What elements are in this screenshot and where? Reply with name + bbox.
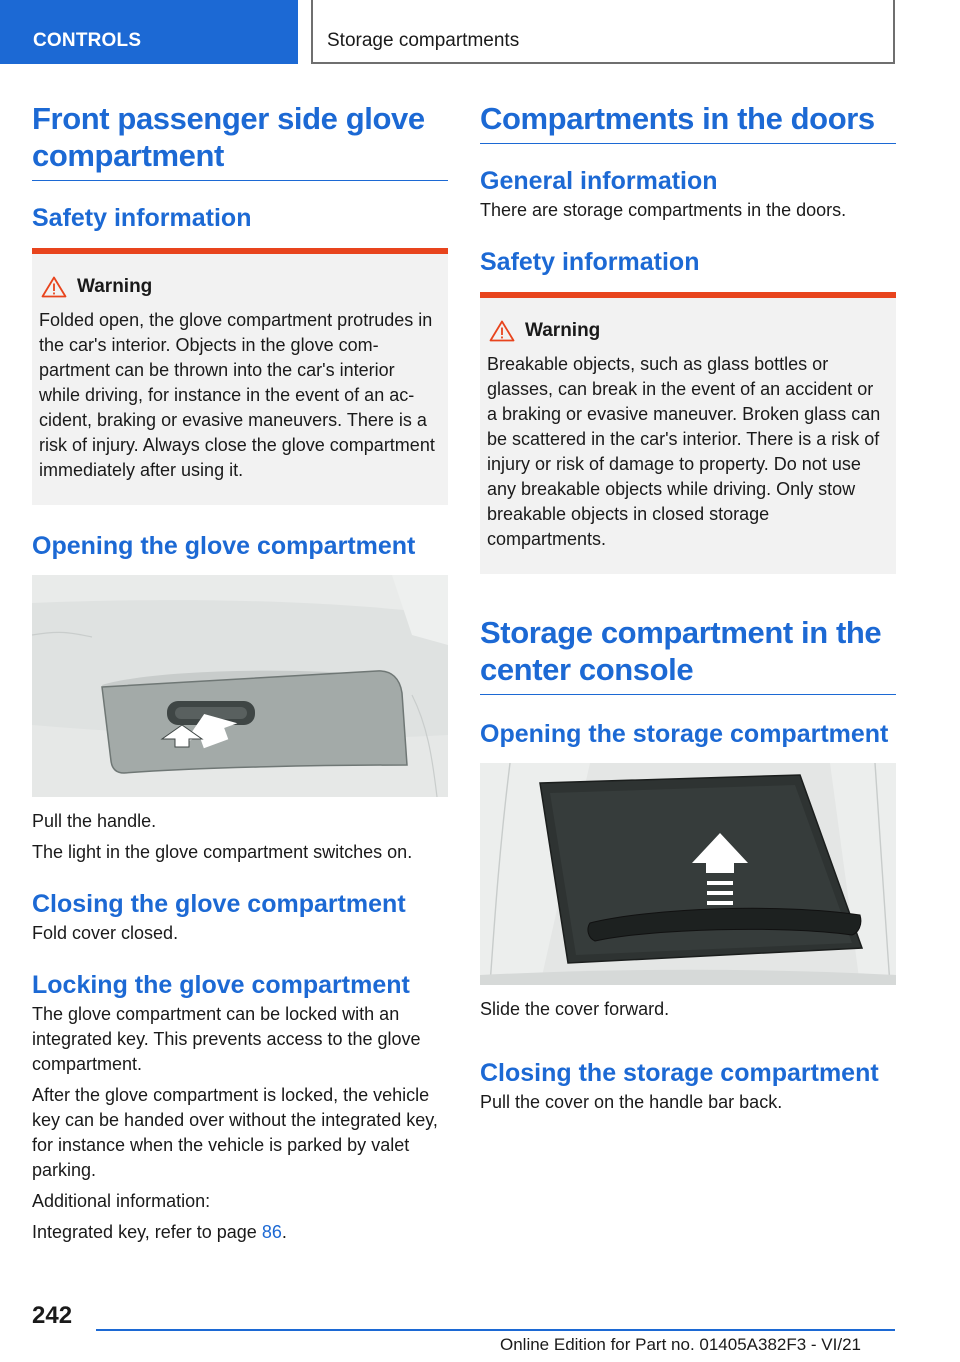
closing-storage-text: Pull the cover on the handle bar back. <box>480 1092 783 1112</box>
page-number: 242 <box>32 1302 73 1329</box>
general-information-text: There are storage compartments in the doors. <box>480 200 847 220</box>
right-warning-text: Breakable objects, such as glass bottles or glasses, can break in the event of an accident or a braking or evasive maneuver. Broken glass can be scattered in the car's interior. There is a risk of injury or risk of damage to property. Do not use any breakable objects while driving. Only stow breakable objects in closed storage compartments. <box>487 354 881 549</box>
additional-info-label: Additional information: <box>32 1191 211 1211</box>
opening-storage-text: Slide the cover forward. <box>480 999 670 1019</box>
opening-storage-heading: Opening the storage compartment <box>480 720 889 748</box>
right-warning-header <box>487 318 888 344</box>
locking-glove-valet-text: After the glove compartment is locked, the vehicle key can be handed over without the integrated key, for instance when the vehicle is parked by valet parking. <box>32 1085 438 1180</box>
door-compartments-title: Compartments in the doors <box>480 100 896 144</box>
right-warning-title: Warning <box>525 320 601 341</box>
left-warning-title: Warning <box>77 276 153 297</box>
integrated-key-page-link[interactable]: 86 <box>261 1222 282 1242</box>
right-column <box>480 100 896 1115</box>
opening-glove-step: Pull the handle. <box>32 811 157 831</box>
opening-glove-light-note: The light in the glove compartment switches on. <box>32 842 413 862</box>
left-warning-text: Folded open, the glove compartment protrudes in the car's interior. Objects in the glove compartment can be thrown into the car's interior while driving, for instance in the event of an accident, braking or evasive maneuvers. There is a risk of injury. Always close the glove compartment immediately after using it. <box>39 310 435 480</box>
center-console-title: Storage compartment in the center console <box>480 614 896 695</box>
left-safety-heading: Safety information <box>32 204 252 232</box>
locking-glove-heading: Locking the glove compartment <box>32 971 410 999</box>
closing-storage-heading: Closing the storage compartment <box>480 1059 879 1087</box>
general-information-heading: General information <box>480 167 718 195</box>
header-topic-label: Storage compartments <box>327 30 520 51</box>
integrated-key-reference <box>32 1220 448 1245</box>
right-warning-box <box>480 292 896 574</box>
integrated-key-ref-prefix: Integrated key, refer to page <box>32 1222 262 1242</box>
glove-compartment-drawing <box>32 575 448 797</box>
left-warning-header <box>39 274 440 300</box>
header-section-tab <box>0 0 298 64</box>
center-console-illustration <box>480 763 896 985</box>
right-safety-heading: Safety information <box>480 248 700 276</box>
closing-glove-heading: Closing the glove compartment <box>32 890 406 918</box>
left-warning-box <box>32 248 448 505</box>
footer-edition-text: Online Edition for Part no. 01405A382F3 - VI/21 <box>500 1335 862 1354</box>
opening-glove-heading: Opening the glove compartment <box>32 532 416 560</box>
warning-triangle-icon <box>489 320 515 342</box>
closing-glove-text: Fold cover closed. <box>32 923 179 943</box>
header-topic-tab <box>311 0 895 64</box>
locking-glove-text: The glove compartment can be locked with an integrated key. This prevents access to the glove compartment. <box>32 1004 421 1074</box>
header-section-label: CONTROLS <box>33 30 142 51</box>
glove-compartment-illustration <box>32 575 448 797</box>
center-console-drawing <box>480 763 896 985</box>
warning-triangle-icon <box>41 276 67 298</box>
footer-divider <box>96 1329 895 1331</box>
integrated-key-ref-suffix: . <box>281 1222 287 1242</box>
glove-compartment-title: Front passenger side glove compartment <box>32 100 448 181</box>
left-column <box>32 100 448 1245</box>
